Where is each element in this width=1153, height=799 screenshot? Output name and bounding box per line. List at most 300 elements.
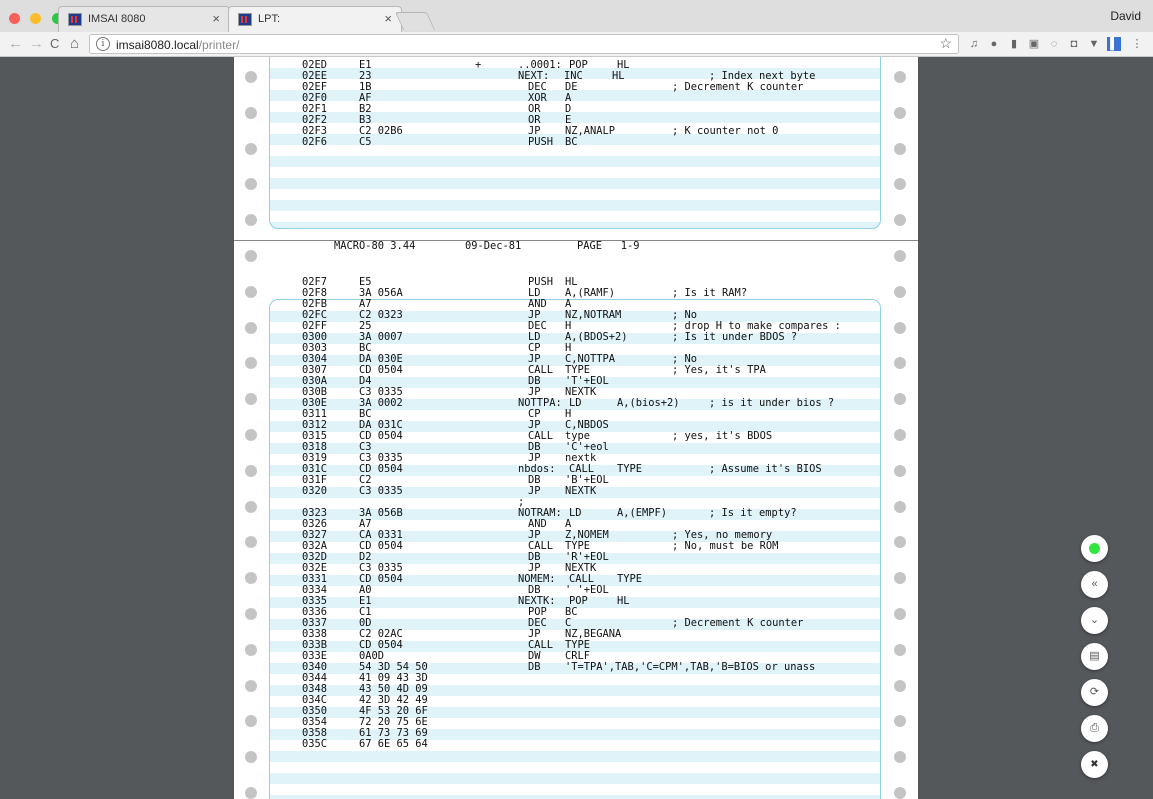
line-code: BC (359, 343, 372, 354)
back-button[interactable]: ← (8, 35, 23, 52)
line-addr: 0354 (302, 717, 328, 728)
line-op: JP (528, 563, 541, 574)
listing-line (234, 409, 846, 420)
tractor-hole-right (894, 572, 906, 584)
line-code: C2 02B6 (359, 126, 403, 137)
tractor-hole-left (245, 71, 257, 83)
line-arg: TYPE (565, 541, 591, 552)
line-addr: 032A (302, 541, 328, 552)
line-arg: A (565, 519, 572, 530)
line-addr: 02F8 (302, 288, 328, 299)
line-op: PUSH (528, 277, 554, 288)
line-code: 67 6E 65 64 (359, 739, 428, 750)
tractor-hole-left (245, 178, 257, 190)
line-label: NOMEM: (518, 574, 556, 585)
listing-line (234, 365, 846, 376)
line-cmt: ; Yes, no memory (672, 530, 773, 541)
line-arg: NZ,NOTRAM (565, 310, 622, 321)
listing-line (234, 431, 846, 442)
line-addr: 0335 (302, 596, 328, 607)
line-code: C2 02AC (359, 629, 403, 640)
line-addr: 0300 (302, 332, 328, 343)
listing-line (234, 695, 846, 706)
line-label: ..0001: (518, 60, 562, 71)
listing-line (234, 332, 846, 343)
line-arg: TYPE (617, 464, 643, 475)
scroll-down-button[interactable] (1081, 607, 1108, 634)
pocket-save-icon[interactable]: ◘ (1070, 38, 1078, 50)
tractor-hole-left (245, 143, 257, 155)
line-code: 3A 056B (359, 508, 403, 519)
line-arg: A (565, 93, 572, 104)
line-label: NEXT: (518, 71, 550, 82)
line-op: JP (528, 387, 541, 398)
line-code: C3 0335 (359, 387, 403, 398)
listing-line (234, 563, 846, 574)
line-cmt: ; Decrement K counter (672, 618, 804, 629)
listing-line (234, 662, 846, 673)
line-op: OR (528, 104, 541, 115)
line-addr: 0334 (302, 585, 328, 596)
tractor-hole-right (894, 680, 906, 692)
line-op: DB (528, 475, 541, 486)
listing-line (234, 519, 846, 530)
line-cmt: ; No (672, 354, 698, 365)
line-code: 23 (359, 71, 372, 82)
listing-line (234, 299, 846, 310)
listing-line (234, 453, 846, 464)
line-code: E5 (359, 277, 372, 288)
tractor-hole-right (894, 214, 906, 226)
url-host: imsai8080.local (116, 38, 199, 52)
line-addr: 032D (302, 552, 328, 563)
menu-icon[interactable]: ⋮ (1131, 38, 1143, 50)
line-addr: 033B (302, 640, 328, 651)
line-arg: D (565, 104, 572, 115)
bookmark-icon[interactable]: ▌ (1107, 37, 1121, 51)
line-code: B3 (359, 115, 372, 126)
line-addr: 02FC (302, 310, 328, 321)
listing-line (234, 420, 846, 431)
line-op: JP (528, 354, 541, 365)
line-arg: CRLF (565, 651, 591, 662)
line-arg: 'B'+EOL (565, 475, 609, 486)
line-addr: 0338 (302, 629, 328, 640)
listing-line (234, 71, 846, 82)
power-status-button[interactable] (1081, 535, 1108, 562)
line-arg: A,(EMPF) (617, 508, 668, 519)
tractor-hole-left (245, 787, 257, 799)
tractor-hole-left (245, 501, 257, 513)
listing-line (234, 574, 846, 585)
line-code: CD 0504 (359, 640, 403, 651)
line-addr: 02F3 (302, 126, 328, 137)
line-addr: 0319 (302, 453, 328, 464)
line-code: DA 031C (359, 420, 403, 431)
line-op: DEC (528, 82, 547, 93)
line-label: NOTTPA: (518, 398, 562, 409)
line-op: OR (528, 115, 541, 126)
line-code: 1B (359, 82, 372, 93)
line-arg: NEXTK (565, 563, 597, 574)
line-op: DEC (528, 618, 547, 629)
line-cmt: ; is it under bios ? (709, 398, 835, 409)
line-op: INC (564, 71, 583, 82)
line-code: C3 (359, 442, 372, 453)
line-code: DA 030E (359, 354, 403, 365)
line-arg: C,NBDOS (565, 420, 609, 431)
page-header (334, 240, 640, 252)
line-addr: 02F2 (302, 115, 328, 126)
view-document-button[interactable] (1081, 643, 1108, 670)
tractor-hole-right (894, 608, 906, 620)
clear-icon: ✖ (1090, 759, 1099, 770)
line-addr: 0358 (302, 728, 328, 739)
line-op: CALL (569, 574, 595, 585)
line-addr: 034C (302, 695, 328, 706)
line-arg: NZ,BEGANA (565, 629, 622, 640)
url-path: /printer/ (198, 38, 240, 52)
line-code: 3A 0002 (359, 398, 403, 409)
line-addr: 032E (302, 563, 328, 574)
listing-line (234, 398, 846, 409)
line-arg: 'T=TPA',TAB,'C=CPM',TAB,'B=BIOS or unass (565, 662, 816, 673)
line-op: AND (528, 519, 547, 530)
listing-line (234, 530, 846, 541)
tractor-hole-right (894, 501, 906, 513)
line-flag: + (475, 60, 482, 71)
listing-line (234, 673, 846, 684)
listing-line (234, 354, 846, 365)
site-info-icon[interactable]: i (96, 37, 110, 51)
tractor-hole-right (894, 107, 906, 119)
bell-icon[interactable]: ♫ (969, 38, 979, 50)
line-addr: 0320 (302, 486, 328, 497)
tractor-hole-right (894, 393, 906, 405)
refresh-button[interactable] (1081, 679, 1108, 706)
line-arg: E (565, 115, 572, 126)
line-addr: 0304 (302, 354, 328, 365)
tab-title: IMSAI 8080 (88, 13, 146, 25)
line-arg: TYPE (565, 640, 591, 651)
listing-line (234, 288, 846, 299)
line-arg: HL (612, 71, 625, 82)
line-addr: 0326 (302, 519, 328, 530)
line-arg: H (565, 343, 572, 354)
listing-line (234, 607, 846, 618)
power-status-icon (1089, 543, 1100, 554)
line-arg: A,(RAMF) (565, 288, 616, 299)
listing-line (234, 739, 846, 750)
line-cmt: ; No, must be ROM (672, 541, 779, 552)
line-arg: NEXTK (565, 387, 597, 398)
line-addr: 02F0 (302, 93, 328, 104)
line-cmt: ; Assume it's BIOS (709, 464, 822, 475)
line-label: NEXTK: (518, 596, 556, 607)
listing-line (234, 508, 846, 519)
line-op: POP (528, 607, 547, 618)
tractor-hole-left (245, 214, 257, 226)
line-cmt: ; Is it empty? (709, 508, 797, 519)
line-arg: A (565, 299, 572, 310)
listing-line (234, 728, 846, 739)
line-cmt: ; Index next byte (709, 71, 816, 82)
line-cmt: ; Is it RAM? (672, 288, 748, 299)
line-cmt: ; drop H to make compares : (672, 321, 841, 332)
line-op: JP (528, 530, 541, 541)
line-op: CALL (528, 541, 554, 552)
tractor-hole-left (245, 286, 257, 298)
line-code: 54 3D 54 50 (359, 662, 428, 673)
line-arg: HL (617, 596, 630, 607)
listing-line (234, 93, 846, 104)
line-arg: type (565, 431, 591, 442)
line-arg: ' '+EOL (565, 585, 609, 596)
line-code: 61 73 73 69 (359, 728, 428, 739)
listing-line (234, 310, 846, 321)
line-addr: 0340 (302, 662, 328, 673)
line-addr: 0337 (302, 618, 328, 629)
tractor-hole-right (894, 143, 906, 155)
tractor-hole-left (245, 680, 257, 692)
line-code: A7 (359, 299, 372, 310)
line-addr: 02EF (302, 82, 328, 93)
line-code: C1 (359, 607, 372, 618)
listing-line (234, 541, 846, 552)
line-addr: 0327 (302, 530, 328, 541)
listing-line (234, 442, 846, 453)
line-code: BC (359, 409, 372, 420)
line-arg: BC (565, 137, 578, 148)
evernote-icon[interactable]: ● (990, 38, 998, 50)
scroll-down-icon: ⌄ (1089, 614, 1100, 626)
tractor-hole-right (894, 357, 906, 369)
line-code: 25 (359, 321, 372, 332)
line-cmt: ; Decrement K counter (672, 82, 804, 93)
line-op: DB (528, 376, 541, 387)
listing-line (234, 497, 846, 508)
listing-line (234, 137, 846, 148)
line-op: POP (569, 596, 588, 607)
listing-date: 09-Dec-81 (465, 240, 522, 252)
line-op: JP (528, 420, 541, 431)
view-document-icon: ▤ (1089, 650, 1100, 662)
sync-icon[interactable]: ◌ (1050, 38, 1058, 50)
line-cmt: ; No (672, 310, 698, 321)
line-addr: 02F6 (302, 137, 328, 148)
scroll-top-icon: « (1091, 578, 1098, 590)
browser-toolbar (0, 32, 1153, 57)
line-code: 3A 056A (359, 288, 403, 299)
listing-line (234, 618, 846, 629)
address-bar[interactable] (89, 34, 959, 54)
line-addr: 035C (302, 739, 328, 750)
line-op: AND (528, 299, 547, 310)
line-code: D2 (359, 552, 372, 563)
line-arg: TYPE (617, 574, 643, 585)
line-addr: 0312 (302, 420, 328, 431)
listing-line (234, 464, 846, 475)
close-tab-icon[interactable]: × (384, 11, 392, 26)
vuejs-icon[interactable]: ▼ (1088, 38, 1100, 50)
line-cmt: ; yes, it's BDOS (672, 431, 773, 442)
line-addr: 0331 (302, 574, 328, 585)
line-addr: 030E (302, 398, 328, 409)
line-addr: 030B (302, 387, 328, 398)
listing-line (234, 585, 846, 596)
tractor-hole-right (894, 536, 906, 548)
line-addr: 033E (302, 651, 328, 662)
reload-button[interactable]: C (50, 36, 60, 51)
print-button[interactable] (1081, 715, 1108, 742)
line-addr: 0311 (302, 409, 328, 420)
scroll-top-button[interactable] (1081, 571, 1108, 598)
line-code: C2 (359, 475, 372, 486)
tractor-hole-right (894, 322, 906, 334)
line-addr: 0348 (302, 684, 328, 695)
line-op: DB (528, 662, 541, 673)
line-addr: 02FF (302, 321, 328, 332)
lpt-favicon-icon (238, 13, 252, 26)
forward-button[interactable]: → (29, 35, 44, 52)
line-code: 42 3D 42 49 (359, 695, 428, 706)
imsai-favicon-icon (68, 13, 82, 26)
line-addr: 031C (302, 464, 328, 475)
line-addr: 0344 (302, 673, 328, 684)
line-op: DB (528, 585, 541, 596)
line-label: nbdos: (518, 464, 556, 475)
profile-name[interactable]: David (1110, 9, 1141, 23)
listing-line (234, 277, 846, 288)
print-icon: ⎙ (1090, 722, 1099, 734)
line-addr: 0350 (302, 706, 328, 717)
line-cmt: ; K counter not 0 (672, 126, 779, 137)
close-tab-icon[interactable]: × (212, 11, 220, 26)
line-arg: A,(BDOS+2) (565, 332, 628, 343)
line-op: POP (569, 60, 588, 71)
tab-imsai[interactable] (58, 6, 230, 32)
line-arg: A,(bios+2) (617, 398, 680, 409)
line-arg: C (565, 618, 572, 629)
tractor-hole-right (894, 751, 906, 763)
line-code: 41 09 43 3D (359, 673, 428, 684)
line-arg: 'R'+EOL (565, 552, 609, 563)
line-op: JP (528, 126, 541, 137)
listing-line (234, 343, 846, 354)
line-code: AF (359, 93, 372, 104)
line-arg: BC (565, 607, 578, 618)
line-arg: NEXTK (565, 486, 597, 497)
tractor-hole-right (894, 178, 906, 190)
line-code: 0A0D (359, 651, 385, 662)
line-arg: NZ,ANALP (565, 126, 616, 137)
clear-button[interactable] (1081, 751, 1108, 778)
line-code: 0D (359, 618, 372, 629)
line-op: PUSH (528, 137, 554, 148)
line-code: D4 (359, 376, 372, 387)
line-label: ; (518, 497, 525, 508)
line-op: CP (528, 409, 541, 420)
line-code: 72 20 75 6E (359, 717, 428, 728)
line-op: LD (569, 398, 582, 409)
line-addr: 02ED (302, 60, 328, 71)
listing-line (234, 706, 846, 717)
line-arg: nextk (565, 453, 597, 464)
line-code: 43 50 4D 09 (359, 684, 428, 695)
line-addr: 031F (302, 475, 328, 486)
listing-line (234, 717, 846, 728)
line-op: CALL (528, 431, 554, 442)
tractor-hole-left (245, 322, 257, 334)
listing-line (234, 321, 846, 332)
pocket-icon[interactable]: ▮ (1010, 38, 1018, 50)
line-code: CA 0331 (359, 530, 403, 541)
line-addr: 0323 (302, 508, 328, 519)
listing-line (234, 640, 846, 651)
tractor-hole-left (245, 429, 257, 441)
line-addr: 0307 (302, 365, 328, 376)
line-arg: HL (565, 277, 578, 288)
line-op: LD (528, 332, 541, 343)
listing-line (234, 376, 846, 387)
tractor-hole-left (245, 250, 257, 262)
home-button[interactable]: ⌂ (70, 35, 80, 52)
line-op: DB (528, 552, 541, 563)
line-code: A7 (359, 519, 372, 530)
line-addr: 02F1 (302, 104, 328, 115)
tractor-hole-right (894, 715, 906, 727)
line-code: CD 0504 (359, 574, 403, 585)
line-op: LD (569, 508, 582, 519)
line-code: CD 0504 (359, 464, 403, 475)
line-arg: TYPE (565, 365, 591, 376)
listing-line (234, 60, 846, 71)
screen-icon[interactable]: ▣ (1028, 38, 1040, 50)
line-op: CALL (528, 365, 554, 376)
refresh-icon: ⟳ (1089, 686, 1100, 698)
tab-lpt[interactable] (228, 6, 402, 32)
assembler-name: MACRO-80 3.44 (334, 240, 416, 252)
line-cmt: ; Is it under BDOS ? (672, 332, 798, 343)
line-code: C5 (359, 137, 372, 148)
line-code: CD 0504 (359, 541, 403, 552)
line-op: JP (528, 486, 541, 497)
line-op: CALL (528, 640, 554, 651)
line-addr: 02F7 (302, 277, 328, 288)
line-code: C3 0335 (359, 453, 403, 464)
line-addr: 02FB (302, 299, 328, 310)
listing-line (234, 596, 846, 607)
tractor-hole-right (894, 286, 906, 298)
tractor-hole-right (894, 71, 906, 83)
tractor-hole-right (894, 644, 906, 656)
line-code: C3 0335 (359, 563, 403, 574)
close-window-button[interactable] (9, 13, 20, 24)
line-code: C3 0335 (359, 486, 403, 497)
line-op: LD (528, 288, 541, 299)
url-text (116, 38, 239, 52)
listing-line (234, 629, 846, 640)
line-code: B2 (359, 104, 372, 115)
printer-paper (234, 57, 918, 799)
listing-line (234, 104, 846, 115)
line-op: XOR (528, 93, 547, 104)
minimize-window-button[interactable] (30, 13, 41, 24)
listing-line (234, 475, 846, 486)
bookmark-star-icon[interactable]: ☆ (939, 35, 952, 51)
line-addr: 030A (302, 376, 328, 387)
line-code: CD 0504 (359, 365, 403, 376)
